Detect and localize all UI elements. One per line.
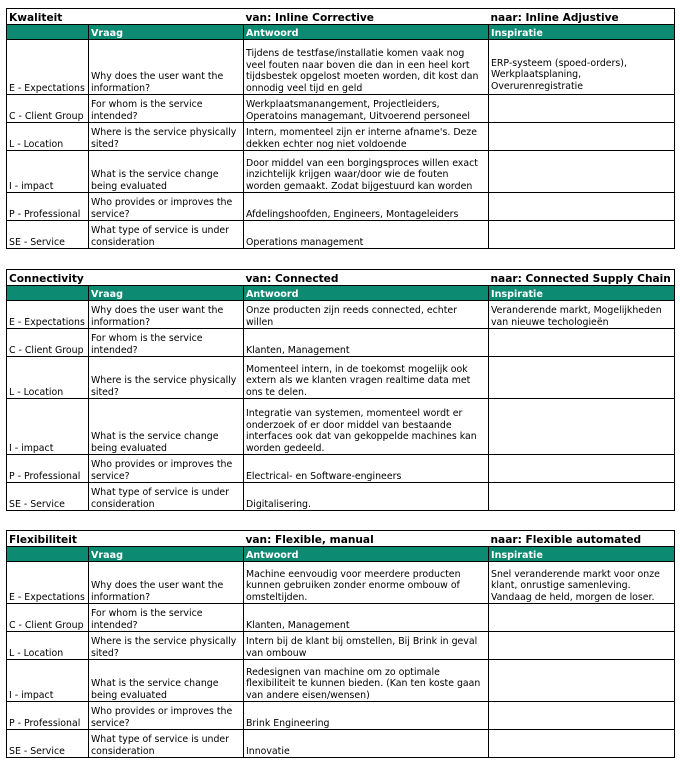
header-antwoord: Antwoord [244,547,489,562]
row-antwoord: Innovatie [244,730,489,758]
row-vraag: Where is the service physically sited? [89,632,244,660]
table-row [7,730,675,758]
row-inspiratie [489,123,675,151]
header-inspiratie: Inspiratie [489,286,675,301]
table-row [7,151,675,193]
table-row [7,455,675,483]
row-vraag: Why does the user want the information? [89,301,244,329]
header-inspiratie: Inspiratie [489,547,675,562]
block-naar: naar: Inline Adjustive [489,9,675,25]
header-inspiratie: Inspiratie [489,25,675,40]
row-antwoord: Digitalisering. [244,483,489,511]
row-antwoord: Tijdens de testfase/installatie komen vaak nog veel fouten naar boven die dan in een heel kort tijdsbestek opgelost moeten worden, dit kost dan onnodig veel tijd en geld [244,40,489,95]
row-antwoord: Intern, momenteel zijn er interne afname's. Deze dekken echter nog niet voldoende [244,123,489,151]
row-inspiratie: Snel veranderende markt voor onze klant, onrustige samenleving. Vandaag de held, morgen de loser. [489,562,675,604]
row-vraag: What is the service change being evaluated [89,399,244,455]
block-van: van: Flexible, manual [244,531,489,547]
table-row [7,329,675,357]
row-code: L - Location [7,632,89,660]
row-inspiratie [489,660,675,702]
table-row [7,221,675,249]
row-antwoord: Operations management [244,221,489,249]
row-inspiratie: ERP-systeem (spoed-orders), Werkplaatsplaning, Overurenregistratie [489,40,675,95]
row-vraag: For whom is the service intended? [89,604,244,632]
row-inspiratie [489,702,675,730]
flexibiliteit-table [6,530,675,758]
row-vraag: What type of service is under consideration [89,730,244,758]
row-inspiratie [489,455,675,483]
row-code: L - Location [7,123,89,151]
row-antwoord: Afdelingshoofden, Engineers, Montageleiders [244,193,489,221]
row-code: P - Professional [7,455,89,483]
row-code: C - Client Group [7,95,89,123]
table-row [7,123,675,151]
row-inspiratie [489,730,675,758]
block-title: Kwaliteit [7,9,89,25]
row-inspiratie [489,151,675,193]
row-code: C - Client Group [7,329,89,357]
row-vraag: What is the service change being evaluated [89,151,244,193]
table-row [7,483,675,511]
table-row [7,95,675,123]
row-inspiratie [489,193,675,221]
table-row [7,40,675,95]
table-row [7,399,675,455]
row-inspiratie: Veranderende markt, Mogelijkheden van nieuwe techologieën [489,301,675,329]
block-title: Connectivity [7,270,89,286]
row-antwoord: Klanten, Management [244,604,489,632]
row-antwoord: Klanten, Management [244,329,489,357]
row-code: E - Expectations [7,40,89,95]
header-vraag: Vraag [89,286,244,301]
row-antwoord: Door middel van een borgingsproces willen exact inzichtelijk krijgen waar/door wie de fouten worden gemaakt. Zodat bijgestuurd kan worden [244,151,489,193]
row-vraag: What type of service is under consideration [89,483,244,511]
block-van: van: Inline Corrective [244,9,489,25]
row-code: I - impact [7,399,89,455]
block-naar: naar: Connected Supply Chain [489,270,675,286]
row-code: I - impact [7,660,89,702]
row-vraag: Why does the user want the information? [89,40,244,95]
row-vraag: For whom is the service intended? [89,95,244,123]
row-code: SE - Service [7,730,89,758]
row-code: SE - Service [7,221,89,249]
row-code: C - Client Group [7,604,89,632]
table-row [7,357,675,399]
table-row [7,193,675,221]
table-row [7,702,675,730]
row-code: P - Professional [7,702,89,730]
row-vraag: Where is the service physically sited? [89,357,244,399]
kwaliteit-table [6,8,675,249]
table-row [7,604,675,632]
table-row [7,301,675,329]
row-vraag: Where is the service physically sited? [89,123,244,151]
row-antwoord: Momenteel intern, in de toekomst mogelijk ook extern als we klanten vragen realtime data met ons te delen. [244,357,489,399]
row-inspiratie [489,357,675,399]
row-code: SE - Service [7,483,89,511]
row-antwoord: Redesignen van machine om zo optimale flexibiliteit te kunnen bieden. (Kan ten koste gaan van andere eisen/wensen) [244,660,489,702]
row-antwoord: Electrical- en Software-engineers [244,455,489,483]
row-vraag: Who provides or improves the service? [89,455,244,483]
row-antwoord: Machine eenvoudig voor meerdere producten kunnen gebruiken zonder enorme ombouw of omsteltijden. [244,562,489,604]
row-code: I - impact [7,151,89,193]
header-vraag: Vraag [89,25,244,40]
header-antwoord: Antwoord [244,25,489,40]
row-inspiratie [489,604,675,632]
row-vraag: For whom is the service intended? [89,329,244,357]
row-inspiratie [489,329,675,357]
row-antwoord: Brink Engineering [244,702,489,730]
connectivity-table [6,269,675,511]
row-vraag: Why does the user want the information? [89,562,244,604]
row-antwoord: Integratie van systemen, momenteel wordt er onderzoek of er door middel van bestaande interfaces ook dat van gekoppelde machines kan worden gedeeld. [244,399,489,455]
row-code: L - Location [7,357,89,399]
row-antwoord: Onze producten zijn reeds connected, echter willen [244,301,489,329]
block-naar: naar: Flexible automated [489,531,675,547]
row-inspiratie [489,221,675,249]
table-row [7,632,675,660]
row-vraag: What is the service change being evaluated [89,660,244,702]
row-vraag: Who provides or improves the service? [89,193,244,221]
table-row [7,660,675,702]
row-antwoord: Intern bij de klant bij omstellen, Bij Brink in geval van ombouw [244,632,489,660]
row-vraag: Who provides or improves the service? [89,702,244,730]
row-code: E - Expectations [7,562,89,604]
header-vraag: Vraag [89,547,244,562]
block-title: Flexibiliteit [7,531,89,547]
row-inspiratie [489,632,675,660]
row-inspiratie [489,95,675,123]
row-inspiratie [489,399,675,455]
block-van: van: Connected [244,270,489,286]
row-vraag: What type of service is under consideration [89,221,244,249]
row-antwoord: Werkplaatsmanangement, Projectleiders, Operatoins managemant, Uitvoerend personeel [244,95,489,123]
row-code: E - Expectations [7,301,89,329]
table-row [7,562,675,604]
row-code: P - Professional [7,193,89,221]
header-antwoord: Antwoord [244,286,489,301]
row-inspiratie [489,483,675,511]
